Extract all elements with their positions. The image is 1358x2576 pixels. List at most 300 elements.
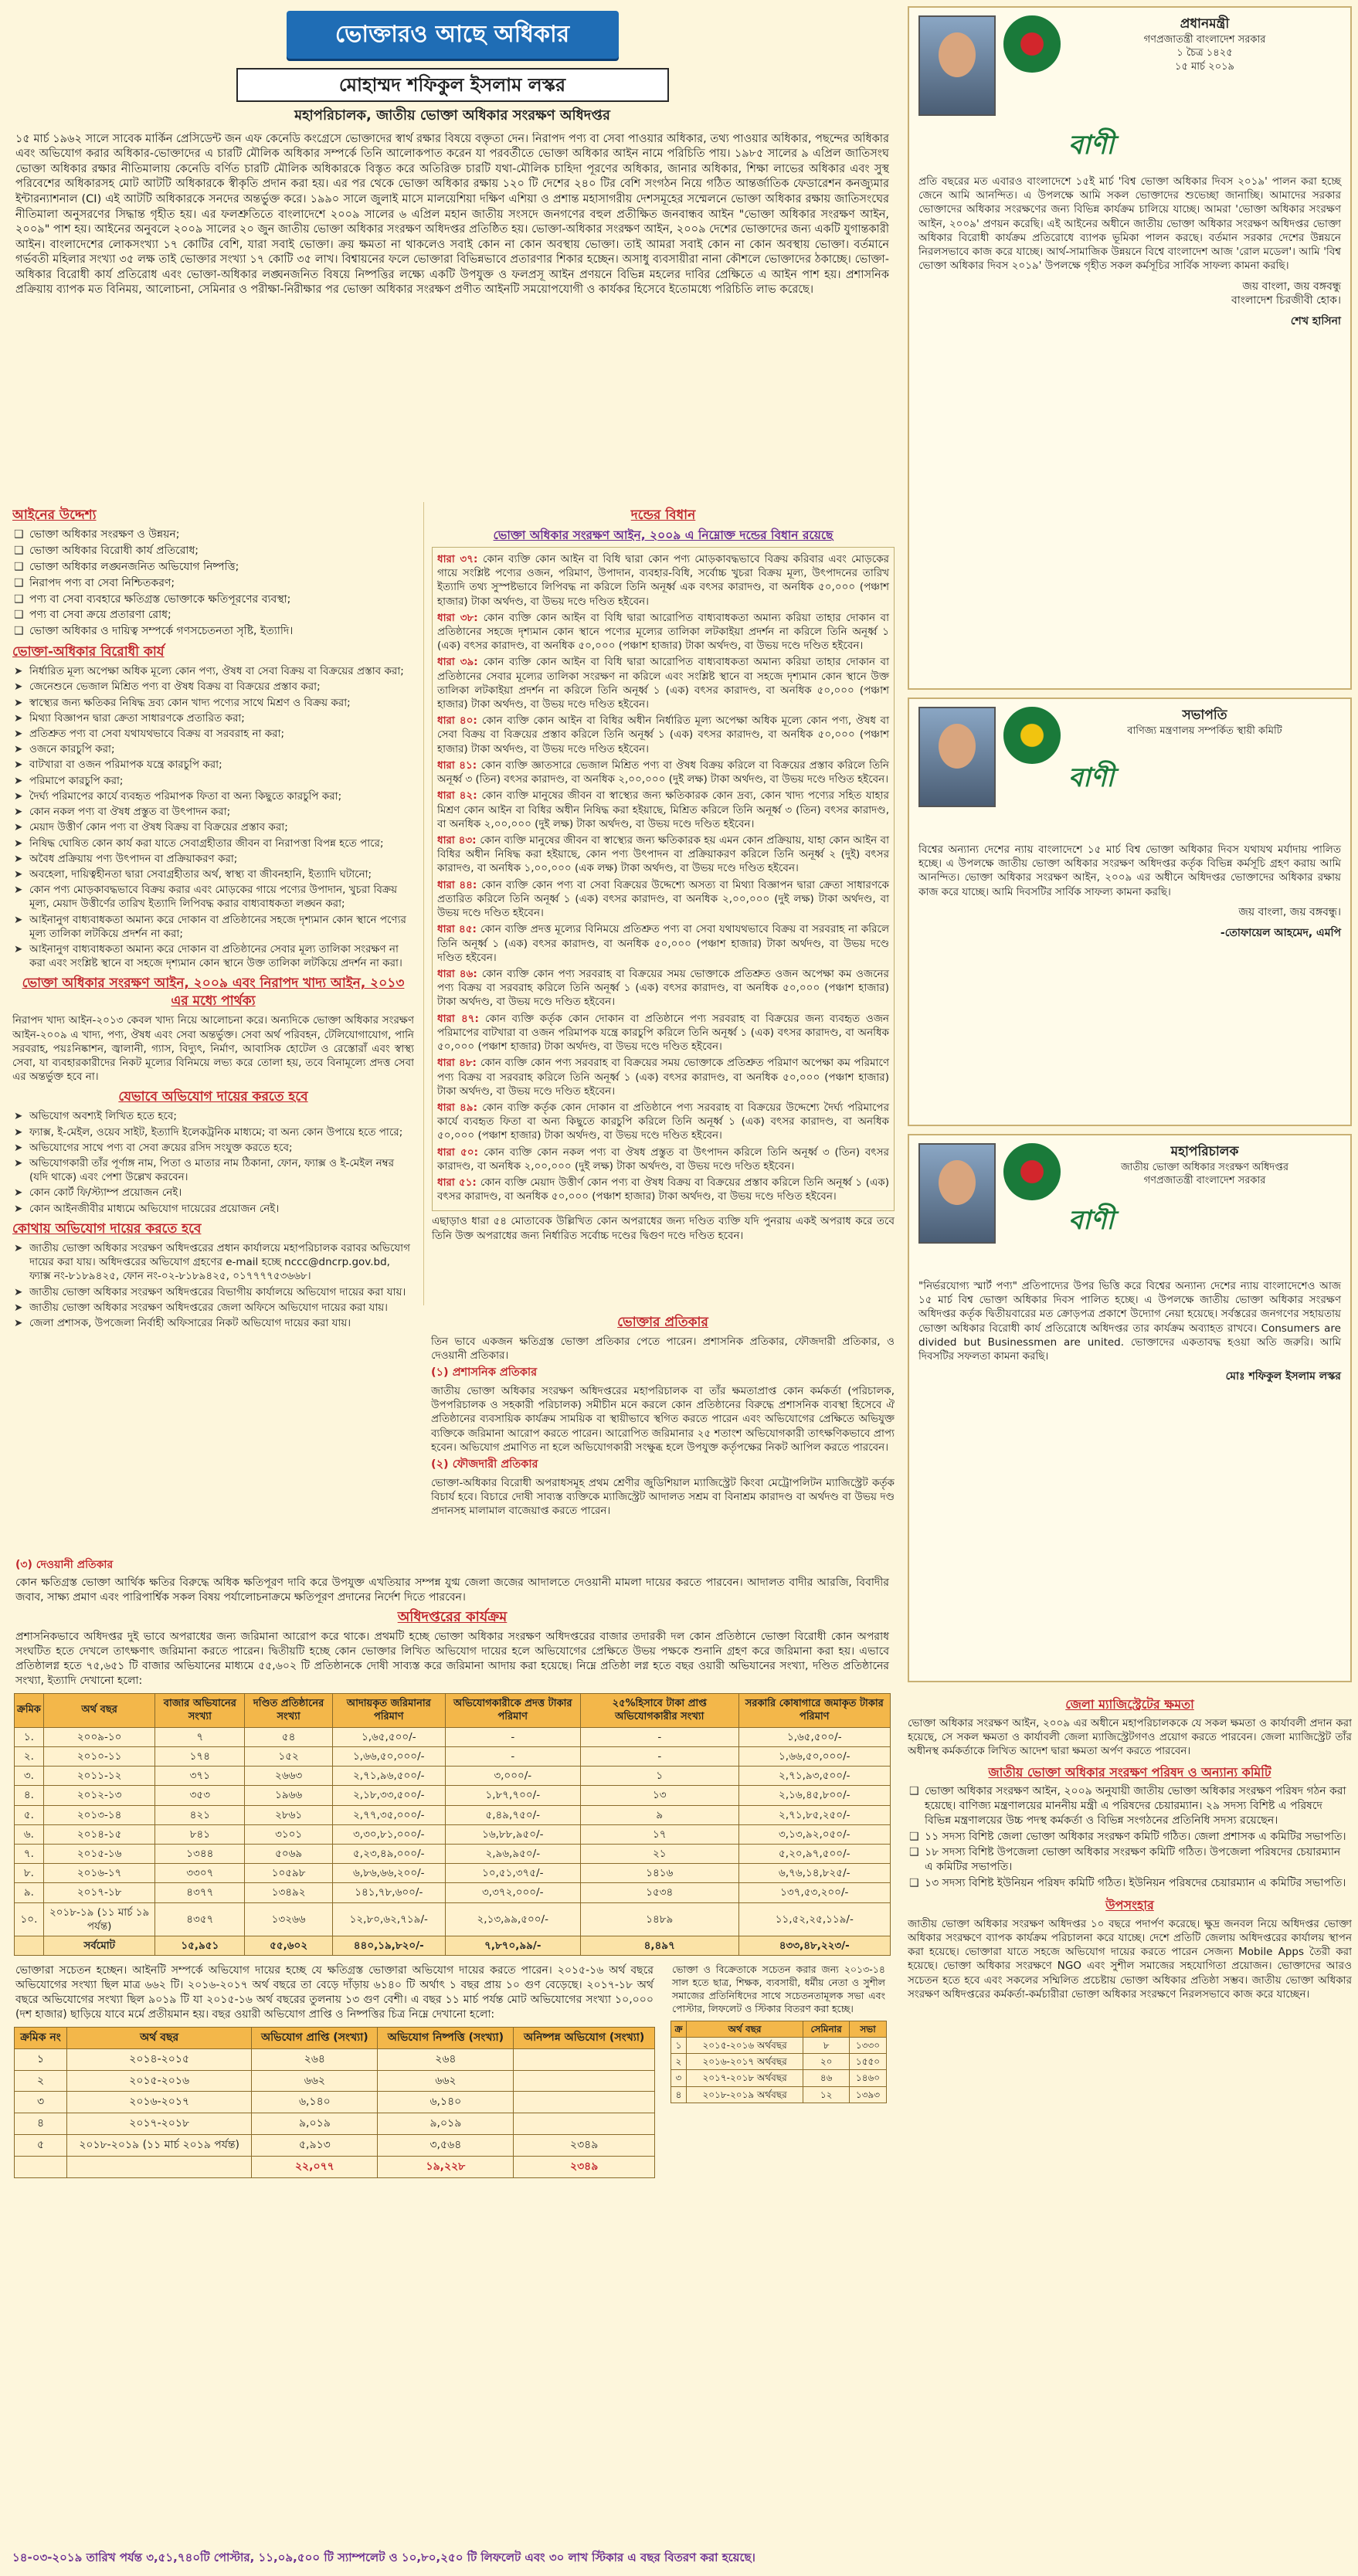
table-cell: ২০১০-১১ (43, 1746, 155, 1766)
minister-body: বিশ্বের অন্যান্য দেশের ন্যায় বাংলাদেশে ১৫ মার্চ বিশ্ব ভোক্তা অধিকার দিবস যথাযথ মর্যাদায় পালিত হচ্ছে। এ উপলক্ষে জাতীয় ভোক্তা অধিকার সংরক্ষণ অধিদপ্তর কর্তৃক বিভিন্ন কর্মসূচি গ্রহণ করায় আমি আনন্দিত। ভোক্তা অধিকার সংরক্ষণ আইন, ২০০৯ এর অধীনে অধিদপ্তর ভোক্তাদের অধিকার রক্ষায় কাজ করে যাচ্ছে। আমি দিবসটির সার্বিক সাফল্য কামনা করছি। (918, 843, 1341, 898)
penalty-item (437, 655, 889, 711)
table-header-cell: ক্রমিক নং (15, 2027, 67, 2048)
penalty-text: কোন ব্যক্তি মানুষের জীবন বা স্বাস্থ্যের জন্য ক্ষতিকারক কোন দ্রব্য, কোন খাদ্য পণ্যের সহিত যাহার মিশ্রণ কোন আইন বা বিধির অধীন নিষিদ্ধ করা হইয়াছে, মিশ্রিত করিলে তিনি অনূর্ধ্ব ৩ (তিন) বৎসর কারাদণ্ড, বা অনধিক ২,০০,০০০ (দুই লক্ষ) টাকা অর্থদণ্ড, বা উভয় দণ্ডে দণ্ডিত হইবেন। (437, 789, 889, 830)
penalty-text: কোন ব্যক্তি কোন নকল পণ্য বা ঔষধ প্রস্তুত বা উৎপাদন করিলে তিনি অনূর্ধ্ব ৩ (তিন) বৎসর কারাদণ্ড, বা অনধিক ২,০০,০০০ (দুই লক্ষ) টাকা অর্থদণ্ড, বা উভয় দণ্ডে দণ্ডিত হইবেন। (437, 1145, 889, 1173)
penalties-column (423, 502, 895, 1305)
table-cell: ৬৬২ (252, 2070, 378, 2092)
table-cell: ৪৩৫৭ (155, 1902, 245, 1936)
table-cell: ২৩৪৯ (514, 2135, 655, 2157)
penalty-item (437, 552, 889, 609)
penalty-section: ধারা ৫০: (437, 1145, 484, 1159)
dg-office: মহাপরিচালক (1170, 1144, 1239, 1159)
violation-item: ➤ নির্ধারিত মূল্য অপেক্ষা অধিক মূল্যে কোন পণ্য, ঔষধ বা সেবা বিক্রয় বা বিক্রয়ের প্রস্তাব করা; (12, 664, 414, 678)
table-cell: ১৯,২২৮ (378, 2157, 514, 2178)
table-cell: ২০১৩-১৪ (43, 1805, 155, 1824)
complaints-row-total (15, 2157, 655, 2178)
table-cell: ৫. (15, 1805, 44, 1824)
violation-item: ➤ প্রতিশ্রুত পণ্য বা সেবা যথাযথভাবে বিক্রয় বা সরবরাহ না করা; (12, 727, 414, 741)
table-cell (514, 2048, 655, 2070)
penalty-item (437, 714, 889, 756)
penalties-list (432, 547, 895, 1212)
table-cell: ৪৬ (803, 2070, 850, 2086)
table-cell: - (445, 1746, 580, 1766)
table-cell: ১৩৪৯২ (245, 1883, 333, 1902)
objectives-heading: আইনের উদ্দেশ্য (12, 507, 97, 523)
violations-list (12, 664, 414, 970)
penalty-section: ধারা ৩৯: (437, 656, 484, 669)
complaints-row (15, 2113, 655, 2135)
penalty-item (437, 1145, 889, 1173)
penalty-section: ধারা ৩৮: (437, 611, 484, 624)
table-cell: ২৬৪ (378, 2048, 514, 2070)
pm-message (908, 6, 1352, 690)
table-cell: ১৫৩৪ (580, 1883, 738, 1902)
table-cell: - (445, 1727, 580, 1746)
table-cell: ২০১৭-২০১৮ (66, 2113, 251, 2135)
messages-column (908, 6, 1352, 2570)
table-cell: ২,৭১,৮৫,২৫০/- (738, 1805, 890, 1824)
penalty-item (437, 611, 889, 653)
council-heading: জাতীয় ভোক্তা অধিকার সংরক্ষণ পরিষদ ও অন্যান্য কমিটি (988, 1765, 1271, 1780)
pm-office: প্রধানমন্ত্রী (1180, 16, 1230, 32)
penalty-section: ধারা ৪৬: (437, 967, 482, 980)
table-cell: ২,১৮,৩৩,৫০০/- (332, 1786, 445, 1805)
table-cell: ২ (15, 2070, 67, 2092)
pm-date-bangla: ১ চৈত্র ১৪২৫ (1176, 47, 1233, 59)
table-cell: ৯ (580, 1805, 738, 1824)
complaint-how-item: ➤ অভিযোগের সাথে পণ্য বা সেবা ক্রয়ের রসিদ সংযুক্ত করতে হবে; (12, 1141, 414, 1155)
council-list (908, 1784, 1352, 1891)
table-cell: ২০১৬-২০১৭ অর্থবছর (686, 2054, 803, 2070)
table-cell: ৪. (15, 1786, 44, 1805)
activities-text: প্রশাসনিকভাবে অধিদপ্তর দুই ভাবে অপরাধের জন্য জরিমানা আরোপ করে থাকে। প্রথমটি হচ্ছে ভোক্তা অধিকার সংরক্ষণ অধিদপ্তরের বাজার তদারকী দল কোন প্রতিষ্ঠানে ভোক্তা বিরোধী কোন অপরাধ সংঘটিত হতে দেখলে তাৎক্ষণাৎ জরিমানা করতে পারেন। দ্বিতীয়টি হচ্ছে কোন ভোক্তার লিখিত অভিযোগ দায়ের হলে অভিযোগের প্রেক্ষিতে উভয় পক্ষকে শুনানি গ্রহণ করে জরিমানা করা হয়। এভাবে প্রতিষ্ঠালগ্ন হতে ৭৫,৬৫১ টি বাজার অভিযানের মাধ্যমে ৫৫,৬০২ টি প্রতিষ্ঠানকে দোষী সাব্যস্ত করে জরিমানা আদায় করা হয়েছে। নিম্নে প্রতিষ্ঠা লগ্ন হতে বছর ওয়ারী অভিযানের সংখ্যা, দণ্ডিত প্রতিষ্ঠানের সংখ্যা, ইত্যাদি দেখানো হলো: (15, 1630, 889, 1687)
penalty-section: ধারা ৪৫: (437, 923, 480, 936)
table-cell: ২ (671, 2054, 687, 2070)
table-cell: ৩. (15, 1767, 44, 1786)
table-cell: ২০১৬-১৭ (43, 1864, 155, 1883)
table-cell: ১,৬৬,৫০,০০০/- (332, 1746, 445, 1766)
dg-baani: বাণী (1068, 1205, 1115, 1237)
table-cell: ১৫,৯৫১ (155, 1936, 245, 1956)
enforcement-table (14, 1693, 891, 1957)
remedy-intro: তিন ভাবে একজন ক্ষতিগ্রস্ত ভোক্তা প্রতিকার পেতে পারেন। প্রশাসনিক প্রতিকার, ফৌজদারী প্রতিকার, ও দেওয়ানী প্রতিকার। (431, 1335, 895, 1363)
complaint-where-item: ➤ জাতীয় ভোক্তা অধিকার সংরক্ষণ অধিদপ্তরের প্রধান কার্যালয়ে মহাপরিচালক বরাবর অভিযোগ দায়ের করা যায়। অধিদপ্তরের অভিযোগ গ্রহণের e-mail হচ্ছে nccc@dncrp.gov.bd, ফ্যাক্স নং-৮১৮৯৪২৫, ফোন নং-০২-৮১৮৯৪২৫, ০১৭৭৭৭৫৩৬৬৮। (12, 1241, 414, 1284)
left-column (12, 502, 414, 1553)
table-cell: ২০১৭-১৮ (43, 1883, 155, 1902)
table-header-cell: সরকারি কোষাগারে জমাকৃত টাকার পরিমাণ (738, 1693, 890, 1727)
complaints-text: ভোক্তারা সচেতন হচ্ছেন। আইনটি সম্পর্কে অভিযোগ দায়ের হচ্ছে যে ক্ষতিগ্রস্ত ভোক্তারা অভিযোগ দায়ের করতে পারেন। ২০১৫-১৬ অর্থ বছরে অভিযোগের সংখ্যা ছিল মাত্র ৬৬২ টি। ২০১৬-২০১৭ অর্থ বছরে তা বেড়ে দাঁড়ায় ৬১৪০ টি অর্থাৎ ১ বছর প্রায় ১০ গুণ বেড়েছে। ২০১৭-১৮ অর্থ বছরে অভিযোগের সংখ্যা ছিল ৯০১৯ টি যা ২০১৫-১৬ অর্থ বছরের তুলনায় ১৩ গুণ বেশী। এ বছর ১১ মার্চ পর্যন্ত মোট অভিযোগের সংখ্যা ১০,০০০ (দশ হাজার) ছাড়িয়ে যাবে মর্মে প্রতীয়মান হয়। বছর ওয়ারী অভিযোগ প্রাপ্তি ও নিষ্পত্তির চিত্র নিম্নে দেখানো হলো: (15, 1964, 654, 2021)
table-header-cell: অভিযোগ নিষ্পত্তি (সংখ্যা) (378, 2027, 514, 2048)
table-header-cell: অভিযোগ প্রাপ্তি (সংখ্যা) (252, 2027, 378, 2048)
dg-photo (918, 1143, 996, 1244)
table-cell (15, 2157, 67, 2178)
table-header-cell: অর্থ বছর (686, 2021, 803, 2037)
table-cell: ২০১৭-২০১৮ অর্থবছর (686, 2070, 803, 2086)
table-cell: ৩,৩৭২,০০০/- (445, 1883, 580, 1902)
table-cell: ১ (580, 1767, 738, 1786)
table-cell: ১ (15, 2048, 67, 2070)
penalty-section: ধারা ৪৩: (437, 834, 480, 847)
objective-item: ❑ নিরাপদ পণ্য বা সেবা নিশ্চিতকরণ; (12, 576, 414, 591)
table-cell (514, 2113, 655, 2135)
violation-item: ➤ দৈর্ঘ্য পরিমাপের কার্যে ব্যবহৃত পরিমাপক ফিতা বা অন্য কিছুতে কারচুপি করা; (12, 789, 414, 803)
table-cell: ৪৪০,১৯,৮২০/- (332, 1936, 445, 1956)
table-cell: ৫,২৩,৪৯,০০০/- (332, 1844, 445, 1863)
table-cell: ২০০৯-১০ (43, 1727, 155, 1746)
violation-item: ➤ স্বাস্থ্যের জন্য ক্ষতিকর নিষিদ্ধ দ্রব্য কোন খাদ্য পণ্যের সাথে মিশ্রণ ও বিক্রয় করা; (12, 696, 414, 710)
table-cell: ১৯৬৬ (245, 1786, 333, 1805)
table-cell: ৪ (671, 2086, 687, 2103)
minister-message (908, 697, 1352, 1126)
table-cell: ৮৪১ (155, 1824, 245, 1844)
awareness-table (671, 2021, 887, 2103)
intro-paragraph: ১৫ মার্চ ১৯৬২ সালে সাবেক মার্কিন প্রেসিডেন্ট জন এফ কেনেডি কংগ্রেসে ভোক্তাদের স্বার্থ রক্ষার বিষয়ে বক্তৃতা দেন। নিরাপদ পণ্য বা সেবা পাওয়ার অধিকার, তথ্য পাওয়ার অধিকার, পছন্দের অধিকার এবং অভিযোগ করার অধিকার-ভোক্তাদের এ চারটি মৌলিক অধিকার সম্পর্কে তিনি আলোকপাত করেন যা পরবর্তীতে ভোক্তা অধিকার আইন নামে পরিচিতি পায়। ১৯৮৫ সালের ৯ এপ্রিল জাতিসংঘ ভোক্তা অধিকার রক্ষার নীতিমালায় কেনেডি বর্ণিত চারটি মৌলিক অধিকারকে বিস্তৃত করে অতিরিক্ত চারটি যথা-মৌলিক চাহিদা পূরণের অধিকার, জানার অধিকার, শিক্ষা লাভের অধিকার এবং সুস্থ পরিবেশের অধিকারসহ মোট আটটি অধিকারকে স্বীকৃতি প্রদান করা হয়। এর পর থেকে ভোক্তা অধিকার রক্ষায় ১২০ টি দেশের ২৪০ টির বেশি সংগঠন নিয়ে গঠিত আন্তর্জাতিক ফেডারেশন কনজ্যুমার ইন্টারন্যাশনাল (CI) এই আটটি অধিকারকে সনদের অন্তর্ভুক্ত করে। ১৯৯০ সালে জুলাই মাসে মালয়েশিয়া দক্ষিণ এশিয়া ও প্রশান্ত মহাসাগরীয় দেশসমূহের সম্মেলনে ভোক্তা অধিকার রক্ষায় জাতিসংঘের নীতিমালা অনুসরণের সিদ্ধান্ত গৃহীত হয়। এর ফলশ্রুতিতে বাংলাদেশে ২০০৯ সালের ৬ এপ্রিল মহান জাতীয় সংসদে জনগণের বহুল প্রতীক্ষিত জনবান্ধব আইন "ভোক্তা অধিকার সংরক্ষণ আইন, ২০০৯" পাশ হয়। আইনের অনুবলে ২০০৯ সালের ২০ জুন জাতীয় ভোক্তা অধিকার সংরক্ষণ অধিদপ্তর প্রতিষ্ঠিত হয়। ভোক্তা-অধিকার সংরক্ষণ আইন, ২০০৯ দেশের ভোক্তাদের জন্য একটি যুগান্তকারী আইন। বাংলাদেশের লোকসংখ্যা ১৭ কোটির বেশি, যারা সবাই ভোক্তা। ক্রয় ক্ষমতা না থাকলেও সবাই কোন না কোন অবস্থায় ভোক্তা। তাই আমরা সবাই কোন না কোন অবস্থায় ভোক্তা। বর্তমানে গর্ভবতী মহিলার সংখ্যা ৩৫ লক্ষ তাই ভোক্তার সংখ্যা ১৭ কোটি ৩৫ লাখ। বিশ্বায়নের ফলে ভোক্তারা বিভিন্নভাবে প্রতারণার শিকার হচ্ছেন। অসাধু ব্যবসায়ীরা নানা কৌশলে ভোক্তাদের ঠকাচ্ছে। ভোক্তা-অধিকার বিরোধী কার্য প্রতিরোধ এবং ভোক্তা-অধিকার লঙ্ঘনজনিত বিষয়ে নিষ্পত্তির লক্ষ্যে একটি উপযুক্ত ও ফলপ্রসূ আইন প্রণয়নে বিভিন্ন মহলের দাবির প্রেক্ষিতে এ আইন পাশ হয়। প্রশাসনিক প্রক্রিয়ায় ব্যাপক মত বিনিময়, আলোচনা, সেমিনার ও পরীক্ষা-নিরীক্ষার পর ভোক্তা অধিকার সংরক্ষণ প্রণীত আইনটি সময়োপযোগী ও কার্যকর হিসেবে ইতোমধ্যে পরিচিতি লাভ করেছে। (15, 132, 889, 297)
table-cell: ২,৭১,৯৩,৫০০/- (738, 1767, 890, 1786)
penalty-text: কোন ব্যক্তি কোন আইন বা বিধি দ্বারা আরোপিত বাধ্যবাধকতা অমান্য করিয়া তাহার দোকান বা প্রতিষ্ঠানের সেবার মূল্যের তালিকা সংরক্ষণ না করিলে এবং সংশ্লিষ্ট স্থানে বা সহজে দৃশ্যমান কোন স্থানে উক্ত তালিকা লটকাইয়া প্রদর্শন না করিলে তিনি অনূর্ধ্ব ১ (এক) বৎসর কারাদণ্ড, বা অনধিক ৫০,০০০ (পঞ্চাশ হাজার) টাকা অর্থদণ্ড, বা উভয় দণ্ডে দণ্ডিত হইবেন। (437, 656, 889, 711)
table-cell: ১৩২৬৬ (245, 1902, 333, 1936)
complaint-where-item: ➤ জাতীয় ভোক্তা অধিকার সংরক্ষণ অধিদপ্তরের বিভাগীয় কার্যালয়ে অভিযোগ দায়ের করা যায়। (12, 1285, 414, 1299)
table-cell: ৬,৮৬,৬৬,২০০/- (332, 1864, 445, 1883)
penalty-item (437, 1012, 889, 1054)
penalty-text: কোন ব্যক্তি কোন পণ্য সরবরাহ বা বিক্রয়ের সময় ভোক্তাকে প্রতিশ্রুত ওজন অপেক্ষা কম ওজনের পণ্য বিক্রয় বা সরবরাহ করিলে তিনি অনূর্ধ্ব ১ (এক) বৎসর কারাদণ্ড, বা অনধিক ৫০,০০০ (পঞ্চাশ হাজার) টাকা অর্থদণ্ড, বা উভয় দণ্ডে দণ্ডিত হইবেন। (437, 967, 889, 1009)
table-cell: ৫৪ (245, 1727, 333, 1746)
table-cell: ১৩৭,৫৩,২০০/- (738, 1883, 890, 1902)
complaint-how-list (12, 1109, 414, 1216)
dg-gov: গণপ্রজাতন্ত্রী বাংলাদেশ সরকার (1143, 1175, 1266, 1187)
complaint-how-item: ➤ অভিযোগ অবশ্যই লিখিত হতে হবে; (12, 1109, 414, 1123)
penalties-heading: দন্ডের বিধান (630, 507, 696, 523)
table-cell: ১৩৯৩ (850, 2086, 887, 2103)
complaint-how-item: ➤ ফ্যাক্স, ই-মেইল, ওয়েব সাইট, ইত্যাদি ইলেকট্রনিক মাধ্যমে; বা অন্য কোন উপায়ে হতে পারে; (12, 1125, 414, 1139)
table-cell: ২,১৩,৯৯,৫০০/- (445, 1902, 580, 1936)
enforcement-row (15, 1864, 891, 1883)
penalty-text: কোন ব্যক্তি কোন পণ্য সরবরাহ বা বিক্রয়ের সময় ভোক্তাকে প্রতিশ্রুত পরিমাণ অপেক্ষা কম পরিমাণে পণ্য বিক্রয় বা সরবরাহ করিলে তিনি অনূর্ধ্ব ১ (এক) বৎসর কারাদণ্ড, বা অনধিক ৫০,০০০ (পঞ্চাশ হাজার) টাকা অর্থদণ্ড, বা উভয় দণ্ডে দণ্ডিত হইবেন। (437, 1057, 890, 1098)
table-cell: ১২ (803, 2086, 850, 2103)
table-header-cell: অনিষ্পন্ন অভিযোগ (সংখ্যা) (514, 2027, 655, 2048)
table-cell: ৫,২০,৯৭,৫০০/- (738, 1844, 890, 1863)
table-cell: ২০১৫-১৬ (43, 1844, 155, 1863)
complaint-where-list (12, 1241, 414, 1330)
penalty-text: কোন ব্যক্তি কোন আইন বা বিধি দ্বারা আরোপিত বাধ্যবাধকতা অমান্য করিয়া তাহার দোকান বা প্রতিষ্ঠানের সহজে দৃশ্যমান কোন স্থানে পণ্যের মূল্যের তালিকা লটকাইয়া প্রদর্শন না করিলে তিনি অনূর্ধ্ব ১ (এক) বৎসর কারাদণ্ড, বা অনধিক ৫০,০০০ (পঞ্চাশ হাজার) টাকা অর্থদণ্ড, বা উভয় দণ্ডে দণ্ডিত হইবেন। (437, 611, 889, 653)
table-cell: ২০১৮-২০১৯ অর্থবছর (686, 2086, 803, 2103)
violation-item: ➤ অবৈধ প্রক্রিয়ায় পণ্য উৎপাদন বা প্রক্রিয়াকরণ করা; (12, 852, 414, 866)
food-law-heading: ভোক্তা অধিকার সংরক্ষণ আইন, ২০০৯ এবং নিরাপদ খাদ্য আইন, ২০১৩ এর মধ্যে পার্থক্য (22, 976, 405, 1010)
enforcement-table-header (15, 1693, 891, 1727)
pm-photo (918, 15, 996, 116)
penalty-text: কোন ব্যক্তি কোন আইন বা বিধির অধীন নির্ধারিত মূল্য অপেক্ষা অধিক মূল্যে কোন পণ্য, ঔষধ বা সেবা বিক্রয় বা বিক্রয়ের প্রস্তাব করিলে তিনি অনূর্ধ্ব ১ (এক) বৎসর কারাদণ্ড, বা অনধিক ৫০,০০০ (পঞ্চাশ হাজার) টাকা অর্থদণ্ড, বা উভয় দণ্ডে দণ্ডিত হইবেন। (437, 714, 889, 755)
violation-item: ➤ বাটখারা বা ওজন পরিমাপক যন্ত্রে কারচুপি করা; (12, 758, 414, 772)
table-cell: ৫ (15, 2135, 67, 2157)
remedy-heading: ভোক্তার প্রতিকার (617, 1315, 708, 1330)
table-cell: ২১ (580, 1844, 738, 1863)
headline-banner: ভোক্তারও আছে অধিকার (287, 11, 619, 59)
enforcement-row (15, 1805, 891, 1824)
author-name: মোহাম্মদ শফিকুল ইসলাম লস্কর (236, 68, 669, 102)
awareness-table-header (671, 2021, 887, 2037)
complaint-how-heading: যেভাবে অভিযোগ দায়ের করতে হবে (118, 1089, 308, 1105)
violation-item: ➤ নিষিদ্ধ ঘোষিত কোন কার্য করা যাতে সেবাগ্রহীতার জীবন বা নিরাপত্তা বিপন্ন হতে পারে; (12, 837, 414, 850)
table-cell: ৩,০০০/- (445, 1767, 580, 1786)
right-articles (908, 1690, 1352, 2563)
enforcement-row (15, 1844, 891, 1863)
table-cell: ১৫২ (245, 1746, 333, 1766)
table-cell: ৭ (155, 1727, 245, 1746)
awareness-row (671, 2070, 887, 2086)
minister-office: সভাপতি (1182, 708, 1227, 723)
penalty-section: ধারা ৩৭: (437, 552, 483, 565)
table-cell: ১৭ (580, 1824, 738, 1844)
table-cell: ১৩৩০ (850, 2037, 887, 2053)
magistracy-heading: জেলা ম্যাজিস্ট্রেটের ক্ষমতা (1065, 1697, 1194, 1712)
food-law-text: নিরাপদ খাদ্য আইন-২০১৩ কেবল খাদ্য নিয়ে আলোচনা করে। অন্যদিকে ভোক্তা অধিকার সংরক্ষণ আইন-২০০৯ এ খাদ্য, পণ্য, ঔষধ এবং সেবা অন্তর্ভুক্ত। সেবা অর্থ পরিবহন, টেলিযোগাযোগ, পানি সরবরাহ, পয়ঃনিষ্কাশন, জ্বালানী, গ্যাস, বিদ্যুৎ, নির্মাণ, আবাসিক হোটেল ও রেস্তোরাঁ এবং স্বাস্থ্য সেবা, যা ব্যবহারকারীদের নিকট মূল্যের বিনিময়ে লভ্য করে তোলা হয়, তবে বিনামূল্যে প্রদত্ত সেবা এর অন্তর্ভুক্ত হবে না। (12, 1014, 414, 1084)
dg-message (908, 1134, 1352, 1682)
table-cell: ১৫৫০ (850, 2054, 887, 2070)
table-cell: ৫০৬৯ (245, 1844, 333, 1863)
table-cell: ৩,৫৬৪ (378, 2135, 514, 2157)
remedy-criminal-text: ভোক্তা-অধিকার বিরোধী অপরাধসমূহ প্রথম শ্রেণীর জুডিশিয়াল ম্যাজিস্ট্রেট কিংবা মেট্রোপলিটন ম্যাজিস্ট্রেট কর্তৃক বিচার্য হবে। বিচারে দোষী সাব্যস্ত ব্যক্তিকে ম্যাজিস্ট্রেট আদালত সশ্রম বা বিনাশ্রম কারাদণ্ড বা অর্থদণ্ড বা উভয় দণ্ড প্রদানসহ মালামাল বাজেয়াপ্ত করতে পারেন। (431, 1476, 895, 1518)
penalty-item (437, 759, 889, 786)
table-cell: ৯. (15, 1883, 44, 1902)
table-cell: ১,৮৭,৭০০/- (445, 1786, 580, 1805)
table-cell: ২০১৫-২০১৬ (66, 2070, 251, 2092)
pm-gov: গণপ্রজাতন্ত্রী বাংলাদেশ সরকার (1143, 33, 1266, 46)
council-item: ❑ ভোক্তা অধিকার সংরক্ষণ আইন, ২০০৯ অনুযায়ী জাতীয় ভোক্তা অধিকার সংরক্ষণ পরিষদ গঠন করা হয়েছে। বাণিজ্য মন্ত্রণালয়ের মাননীয় মন্ত্রী এ পরিষদের চেয়ারম্যান। ২৯ সদস্য বিশিষ্ট এ পরিষদে বিভিন্ন মন্ত্রণালয়ের উচ্চ পদস্থ কর্মকর্তা ও বিভিন্ন সংগঠনের প্রতিনিধি সদস্য রয়েছেন। (908, 1784, 1352, 1828)
table-header-cell: অভিযোগকারীকে প্রদত্ত টাকার পরিমাণ (445, 1693, 580, 1727)
table-cell: ২,১৬,৪৫,৮০০/- (738, 1786, 890, 1805)
remedy-section (423, 1309, 895, 1556)
table-cell: ৬. (15, 1824, 44, 1844)
dg-signature: মোঃ শফিকুল ইসলাম লস্কর (1225, 1370, 1341, 1383)
complaint-where-item: ➤ জাতীয় ভোক্তা অধিকার সংরক্ষণ অধিদপ্তরের জেলা অফিসে অভিযোগ দায়ের করা যায়। (12, 1301, 414, 1315)
complaint-where-heading: কোথায় অভিযোগ দায়ের করতে হবে (12, 1220, 202, 1237)
table-cell: ৬৬২ (378, 2070, 514, 2092)
objective-item: ❑ ভোক্তা অধিকার সংরক্ষণ ও উন্নয়ন; (12, 528, 414, 542)
activities-heading: অধিদপ্তরের কার্যক্রম (397, 1608, 508, 1625)
table-header-cell: ক্র (671, 2021, 687, 2037)
penalty-text: কোন ব্যক্তি কোন পণ্য বা সেবা বিক্রয়ের উদ্দেশ্যে অসত্য বা মিথ্যা বিজ্ঞাপন দ্বারা ক্রেতা সাধারণকে প্রতারিত করিলে তিনি অনূর্ধ্ব ১ (এক) বৎসর কারাদণ্ড, বা অনধিক ২,০০,০০০ (দুই লক্ষ) টাকা অর্থদণ্ড, বা উভয় দণ্ডে দণ্ডিত হইবেন। (437, 878, 890, 920)
table-cell: - (580, 1727, 738, 1746)
table-header-cell: অর্থ বছর (43, 1693, 155, 1727)
penalty-section: ধারা ৪৮: (437, 1057, 481, 1070)
penalty-item (437, 833, 889, 876)
penalty-item (437, 789, 889, 831)
penalty-item (437, 1056, 889, 1098)
table-cell (514, 2092, 655, 2113)
penalty-section: ধারা ৪০: (437, 714, 482, 728)
table-cell: ২০১৫-২০১৬ অর্থবছর (686, 2037, 803, 2053)
table-cell: ১৪১৬ (580, 1864, 738, 1883)
penalties-repeat: এছাড়াও ধারা ৫৪ মোতাবেক উল্লিখিত কোন অপরাধের জন্য দণ্ডিত ব্যক্তি যদি পুনরায় একই অপরাধ করে তবে তিনি উক্ত অপরাধের জন্য নির্ধারিত সর্বোচ্চ দণ্ডের দ্বিগুণ দণ্ডে দণ্ডিত হবেন। (432, 1215, 895, 1242)
government-emblem-icon (1003, 15, 1061, 73)
minister-signature: -তোফায়েল আহমেদ, এমপি (1220, 926, 1341, 939)
enforcement-row (15, 1786, 891, 1805)
author-title: মহাপরিচালক, জাতীয় ভোক্তা অধিকার সংরক্ষণ অধিদপ্তর (294, 107, 610, 124)
table-cell: ৯,০১৯ (378, 2113, 514, 2135)
remedy-civil-text: কোন ক্ষতিগ্রস্ত ভোক্তা আর্থিক ক্ষতির বিরুদ্ধে অধিক ক্ষতিপূরণ দাবি করে উপযুক্ত এখতিয়ার সম্পন্ন যুগ্ম জেলা জজের আদালতে দেওয়ানী মামলা দায়ের করতে পারবেন। আদালত বাদীর আরজি, বিবাদীর জবাব, সাক্ষ্য প্রমাণ এবং পারিপার্শ্বিক সকল বিষয় পর্যালোচনাক্রমে ক্ষতিপূরণ প্রদানের নির্দেশ দিতে পারবেন। (15, 1576, 889, 1604)
violation-item: ➤ অবহেলা, দায়িত্বহীনতা দ্বারা সেবাগ্রহীতার অর্থ, স্বাস্থ্য বা জীবনহানি, ইত্যাদি ঘটানো; (12, 867, 414, 881)
penalties-subheading: ভোক্তা অধিকার সংরক্ষণ আইন, ২০০৯ এ নিম্নোক্ত দন্ডের বিধান রয়েছে (493, 528, 833, 542)
penalty-text: কোন ব্যক্তি কর্তৃক কোন দোকান বা প্রতিষ্ঠানে পণ্য সরবরাহ বা বিক্রয়ের জন্য ব্যবহৃত ওজন পরিমাপের বাটখারা বা ওজন পরিমাপক যন্ত্রে কারচুপি করিলে তিনি অনূর্ধ্ব ১ (এক) বৎসর কারাদণ্ড, বা অনধিক ৫০,০০০ (পঞ্চাশ হাজার) টাকা অর্থদণ্ড, বা উভয় দণ্ডে দণ্ডিত হইবেন। (437, 1012, 889, 1054)
table-cell: ১০,৫১,৩৭৫/- (445, 1864, 580, 1883)
complaints-row (15, 2135, 655, 2157)
violation-item: ➤ কোন পণ্য মোড়কাবদ্ধভাবে বিক্রয় করার এবং মোড়কের গায়ে পণ্যের উপাদান, খুচরা বিক্রয় মূল্য, মেয়াদ উত্তীর্ণের তারিখ ইত্যাদি লিপিবদ্ধ করার বাধ্যবাধকতা লঙ্ঘন করা; (12, 883, 414, 911)
table-cell: ৭. (15, 1844, 44, 1863)
enforcement-row (15, 1883, 891, 1902)
awareness-row (671, 2037, 887, 2053)
objective-item: ❑ পণ্য বা সেবা ক্রয়ে প্রতারণা রোধ; (12, 608, 414, 623)
enforcement-row-total (15, 1936, 891, 1956)
table-cell (66, 2157, 251, 2178)
table-cell (15, 1936, 44, 1956)
table-header-cell: অর্থ বছর (66, 2027, 251, 2048)
table-cell: ২৩৪৯ (514, 2157, 655, 2178)
penalty-text: কোন ব্যক্তি জ্ঞাতসারে ভেজাল মিশ্রিত পণ্য বা ঔষধ বিক্রয় করিলে বা বিক্রয়ের প্রস্তাব করিলে তিনি অনূর্ধ্ব ৩ (তিন) বৎসর কারাদণ্ড, বা অনধিক ২,০০,০০০ (দুই লক্ষ) টাকা অর্থদণ্ড, বা উভয় দণ্ডে দণ্ডিত হইবেন। (437, 759, 889, 786)
table-cell: ৭,৮৭০,৯৯/- (445, 1936, 580, 1956)
dg-org: জাতীয় ভোক্তা অধিকার সংরক্ষণ অধিদপ্তর (1120, 1161, 1289, 1173)
complaints-table (14, 2027, 655, 2178)
table-cell: ৪২১ (155, 1805, 245, 1824)
table-cell: ১২,৮০,৬২,৭১৯/- (332, 1902, 445, 1936)
penalty-item (437, 1101, 889, 1143)
table-cell: ২০১১-১২ (43, 1767, 155, 1786)
minister-baani: বাণী (1068, 762, 1115, 794)
table-cell: ৪৩৩,৪৮,২২৩/- (738, 1936, 890, 1956)
table-cell: ১৪৮৯ (580, 1902, 738, 1936)
penalty-section: ধারা ৪১: (437, 759, 481, 772)
table-cell: ৯,০১৯ (252, 2113, 378, 2135)
table-cell: ২,৯৬,৯৫০/- (445, 1844, 580, 1863)
penalty-item (437, 1176, 889, 1203)
violation-item: ➤ কোন নকল পণ্য বা ঔষধ প্রস্তুত বা উৎপাদন করা; (12, 805, 414, 819)
violation-item: ➤ মিথ্যা বিজ্ঞাপন দ্বারা ক্রেতা সাধারণকে প্রতারিত করা; (12, 711, 414, 725)
council-item: ❑ ১৮ সদস্য বিশিষ্ট উপজেলা ভোক্তা অধিকার সংরক্ষণ কমিটি গঠিত। উপজেলা পরিষদের চেয়ারম্যান এ কমিটির সভাপতি। (908, 1845, 1352, 1875)
penalty-text: কোন ব্যক্তি প্রদত্ত মূল্যের বিনিময়ে প্রতিশ্রুত পণ্য বা সেবা যথাযথভাবে বিক্রয় বা সরবরাহ না করিলে তিনি অনূর্ধ্ব ১ (এক) বৎসর কারাদণ্ড, বা অনধিক ৫০,০০০ (পঞ্চাশ হাজার) টাকা অর্থদণ্ড, বা উভয় দণ্ডে দণ্ডিত হইবেন। (437, 923, 890, 964)
conclusion-heading: উপসংহার (1105, 1898, 1154, 1913)
violation-item: ➤ মেয়াদ উত্তীর্ণ কোন পণ্য বা ঔষধ বিক্রয় বা বিক্রয়ের প্রস্তাব করা; (12, 820, 414, 834)
complaint-where-item: ➤ জেলা প্রশাসক, উপজেলা নির্বাহী অফিসারের নিকট অভিযোগ দায়ের করা যায়। (12, 1316, 414, 1330)
penalty-item (437, 922, 889, 965)
table-cell: ১,৬৫,৫০০/- (332, 1727, 445, 1746)
distribution-footer: ১৪-০৩-২০১৯ তারিখ পর্যন্ত ৩,৫১,৭৪০টি পোস্টার, ১১,০৯,৫০০ টি স্যাম্পলেট ও ১০,৮০,২৫০ টি লিফলেট এবং ৩০ লাখ স্টিকার এ বছর বিতরণ করা হয়েছে। (12, 2550, 755, 2564)
remedy-admin-text: জাতীয় ভোক্তা অধিকার সংরক্ষণ অধিদপ্তরের মহাপরিচালক বা তাঁর ক্ষমতাপ্রাপ্ত কোন কর্মকর্তা (পরিচালক, উপপরিচালক ও সহকারী পরিচালক) সমীচীন মনে করলে কোন প্রতিষ্ঠানের বিরুদ্ধে প্রশাসনিক ব্যবস্থা হিসেবে ঐ প্রতিষ্ঠানের ব্যবসায়িক কার্যক্রম সাময়িক বা স্থায়ীভাবে স্থগিত করতে পারেন এবং অভিযোগের প্রেক্ষিতে অভিযুক্ত ব্যক্তিকে জরিমানা আরোপ করতে পারেন। আরোপিত জরিমানার ২৫ শতাংশ অভিযোগকারী তাৎক্ষণিকভাবে প্রাপ্য হবেন। অভিযোগ প্রমাণিত না হলে অভিযোগকারী সংক্ষুব্ধ হলে উপযুক্ত কর্তৃপক্ষের নিকট আপিল করতে পারবেন। (431, 1384, 895, 1454)
objective-item: ❑ ভোক্তা অধিকার বিরোধী কার্য প্রতিরোধ; (12, 544, 414, 558)
table-header-cell: ২৫%হিসাবে টাকা প্রাপ্ত অভিযোগকারীর সংখ্যা (580, 1693, 738, 1727)
table-cell: ১৪১,৭৮,৬০০/- (332, 1883, 445, 1902)
table-cell: ২০১৮-১৯ (১১ মার্চ ১৯ পর্যন্ত) (43, 1902, 155, 1936)
table-cell: ১ (671, 2037, 687, 2053)
violation-item: ➤ ওজনে কারচুপি করা; (12, 742, 414, 756)
complaints-row (15, 2092, 655, 2113)
complaint-how-item: ➤ কোন আইনজীবীর মাধ্যমে অভিযোগ দায়েরের প্রয়োজন নেই। (12, 1202, 414, 1216)
enforcement-row (15, 1824, 891, 1844)
table-cell: ৮. (15, 1864, 44, 1883)
penalty-text: কোন ব্যক্তি কোন আইন বা বিধি দ্বারা কোন পণ্য মোড়কাবদ্ধভাবে বিক্রয় করিবার এবং মোড়কের গায়ে সংশ্লিষ্ট পণ্যের ওজন, পরিমাণ, উপাদান, ব্যবহার-বিধি, সর্বোচ্চ খুচরা বিক্রয় মূল্য, উৎপাদনের তারিখ ইত্যাদি তথ্য সুস্পষ্টভাবে লিপিবদ্ধ না করিলে তিনি অনূর্ধ্ব এক বৎসর কারাদণ্ড, বা অনধিক ৫০,০০০ (পঞ্চাশ হাজার) টাকা অর্থদণ্ড, বা উভয় দণ্ডে দণ্ডিত হইবেন। (437, 552, 889, 608)
dg-body: "নির্ভরযোগ্য স্মার্ট পণ্য" প্রতিপাদ্যের উপর ভিত্তি করে বিশ্বের অন্যান্য দেশের ন্যায় বাংলাদেশেও আজ ১৫ মার্চ বিশ্ব ভোক্তা অধিকার দিবস পালিত হচ্ছে। এ উপলক্ষে জাতীয় ভোক্তা অধিকার সংরক্ষণ অধিদপ্তর কর্তৃক দ্বিতীয়বারের মত ক্রোড়পত্র প্রকাশে উদ্যোগ নেয়া হয়েছে। সর্বস্তরের জনগণের সহায়তায় ভোক্তা অধিকার বিরোধী কার্য প্রতিরোধে অধিদপ্তর তার কার্যক্রম অব্যাহত রাখবে। Consumers are divided but Businessmen are united. ভোক্তাদের একতাবদ্ধ হওয়া অতি জরুরি। আমি দিবসটির সফলতা কামনা করছি। (918, 1280, 1341, 1363)
penalty-section: ধারা ৫১: (437, 1176, 480, 1190)
violation-item: ➤ আইনানুগ বাধ্যবাধকতা অমান্য করে দোকান বা প্রতিষ্ঠানের সেবার মূল্য তালিকা সংরক্ষণ না করা এবং সংশ্লিষ্ট স্থানে বা সহজে দৃশ্যমান কোন স্থানে উক্ত তালিকা লটকিয়ে প্রদর্শন না করা। (12, 942, 414, 970)
awareness-text: ভোক্তা ও বিক্রেতাকে সচেতন করার জন্য ২০১৩-১৪ সাল হতে ছাত্র, শিক্ষক, ব্যবসায়ী, ধর্মীয় নেতা ও সুশীল সমাজের প্রতিনিধিদের সাথে সচেতনতামূলক সভা এবং পোস্টার, লিফলেট ও স্টিকার বিতরণ করা হচ্ছে। (672, 1963, 885, 2014)
table-cell: ২৬৬৩ (245, 1767, 333, 1786)
table-cell: ৩ (15, 2092, 67, 2113)
complaint-how-item: ➤ কোন কোর্ট ফি/স্ট্যাম্প প্রয়োজন নেই। (12, 1186, 414, 1200)
penalty-section: ধারা ৪৪: (437, 878, 481, 891)
parliament-emblem-icon (1003, 707, 1061, 764)
table-cell: ৩৫৩ (155, 1786, 245, 1805)
table-cell: ১. (15, 1727, 44, 1746)
council-item: ❑ ১৩ সদস্য বিশিষ্ট ইউনিয়ন পরিষদ কমিটি গঠিত। ইউনিয়ন পরিষদের চেয়ারম্যান এ কমিটির সভাপতি। (908, 1876, 1352, 1891)
dncrp-emblem-icon (1003, 1143, 1061, 1200)
enforcement-row (15, 1727, 891, 1746)
violation-item: ➤ আইনানুগ বাধ্যবাধকতা অমান্য করে দোকান বা প্রতিষ্ঠানের সহজে দৃশ্যমান কোন স্থানে পণ্যের মূল্য তালিকা লটকিয়ে প্রদর্শন না করা; (12, 913, 414, 941)
table-cell: ৩৩০৭ (155, 1864, 245, 1883)
awareness-row (671, 2054, 887, 2070)
table-cell: ৮ (803, 2037, 850, 2053)
objective-item: ❑ ভোক্তা অধিকার লঙ্ঘনজনিত অভিযোগ নিষ্পত্তি; (12, 560, 414, 575)
table-cell: ২০১৪-২০১৫ (66, 2048, 251, 2070)
table-cell: ৩৭১ (155, 1767, 245, 1786)
remedy-criminal-heading: (২) ফৌজদারী প্রতিকার (431, 1458, 538, 1471)
table-cell: ১৪৬০ (850, 2070, 887, 2086)
table-cell: সর্বমোট (43, 1936, 155, 1956)
conclusion-text: জাতীয় ভোক্তা অধিকার সংরক্ষণ অধিদপ্তর ১০ বছরে পদার্পণ করেছে। ক্ষুদ্র জনবল নিয়ে অধিদপ্তর ভোক্তা অধিকার সংরক্ষণে ব্যাপক কার্যক্রম পরিচালনা করে যাচ্ছে। দেশে প্রতিটি জেলায় অধিদপ্তরের কার্যালয় স্থাপন করা হয়েছে। ভোক্তারা যাতে সহজে অভিযোগ দায়ের করতে পারেন সেজন্য Mobile Apps তৈরী করা হয়েছে। ভোক্তা অধিকার সংরক্ষণে NGO এবং সুশীল সমাজের সহযোগিতা প্রয়োজন। ভোক্তাদের আরও সচেতন হতে হবে এবং সকলের সম্মিলিত প্রচেষ্টায় ভোক্তা অধিকার প্রতিষ্ঠা সম্ভব। জাতীয় ভোক্তা অধিকার সংরক্ষণ অধিদপ্তরের কর্মকর্তা-কর্মচারীরা ভোক্তা অধিকার সংরক্ষণে নিরলসভাবে কাজ করে যাচ্ছেন। (908, 1917, 1352, 2001)
complaint-how-item: ➤ অভিযোগকারী তাঁর পূর্ণাঙ্গ নাম, পিতা ও মাতার নাম ঠিকানা, ফোন, ফ্যাক্স ও ই-মেইল নম্বর (যদি থাকে) এবং পেশা উল্লেখ করবেন। (12, 1156, 414, 1184)
table-cell: ২,৭১,৯৬,৫০০/- (332, 1767, 445, 1786)
pm-date: ১৫ মার্চ ২০১৯ (1175, 61, 1234, 73)
table-cell: ৬,১৪০ (252, 2092, 378, 2113)
table-header-cell: বাজার অভিযানের সংখ্যা (155, 1693, 245, 1727)
penalty-text: কোন ব্যক্তি মানুষের জীবন বা স্বাস্থ্যের জন্য ক্ষতিকারক হয় এমন কোন প্রক্রিয়ায়, যাহা কোন আইন বা বিধির অধীন নিষিদ্ধ করা হইয়াছে, কোন পণ্য উৎপাদন বা প্রক্রিয়াকরণ করিলে তিনি অনূর্ধ্ব ২ (দুই) বৎসর কারাদণ্ড, বা অনধিক ১,০০,০০০ (এক লক্ষ) টাকা অর্থদণ্ড, বা উভয় দণ্ডে দণ্ডিত হইবেন। (437, 834, 889, 875)
complaints-row (15, 2048, 655, 2070)
enforcement-row (15, 1902, 891, 1936)
table-header-cell: আদায়কৃত জরিমানার পরিমাণ (332, 1693, 445, 1727)
violations-heading: ভোক্তা-অধিকার বিরোধী কার্য (12, 644, 165, 660)
table-cell: ২০১৪-১৫ (43, 1824, 155, 1844)
objectives-list (12, 528, 414, 639)
table-cell: ২০ (803, 2054, 850, 2070)
remedy-civil-heading: (৩) দেওয়ানী প্রতিকার (15, 1559, 114, 1571)
table-cell: ৪,৪৯৭ (580, 1936, 738, 1956)
table-cell: ১১,৫২,২৫,১১৯/- (738, 1902, 890, 1936)
table-cell: ২৮৬১ (245, 1805, 333, 1824)
magistracy-text: ভোক্তা অধিকার সংরক্ষণ আইন, ২০০৯ এর অধীনে মহাপরিচালককে যে সকল ক্ষমতা ও কার্যাবলী প্রদান করা হয়েছে, সে সকল ক্ষমতা ও কার্যাবলী জেলা ম্যাজিস্ট্রেটগণও প্রয়োগ করতে পারবেন। জেলা ম্যাজিস্ট্রেট তাঁর অধীনস্থ কর্মকর্তাকে লিখিত আদেশ দ্বারা ক্ষমতা অর্পণ করতে পারবেন। (908, 1716, 1352, 1758)
main-article (6, 6, 898, 2570)
table-cell: ৫,৪৯,৭৫০/- (445, 1805, 580, 1824)
table-cell: ১০. (15, 1902, 44, 1936)
penalty-section: ধারা ৪২: (437, 789, 482, 803)
table-header-cell: সভা (850, 2021, 887, 2037)
table-cell: ২০১৬-২০১৭ (66, 2092, 251, 2113)
table-header-cell: দণ্ডিত প্রতিষ্ঠানের সংখ্যা (245, 1693, 333, 1727)
remedy-admin-heading: (১) প্রশাসনিক প্রতিকার (431, 1366, 538, 1380)
table-cell: ২,৭৭,৩৫,০০০/- (332, 1805, 445, 1824)
objective-item: ❑ পণ্য বা সেবা ব্যবহারে ক্ষতিগ্রস্ত ভোক্তাকে ক্ষতিপূরণের ব্যবস্থা; (12, 592, 414, 607)
table-cell: ১৭৪ (155, 1746, 245, 1766)
enforcement-row (15, 1746, 891, 1766)
penalty-item (437, 878, 889, 921)
table-cell: ১৩৪৪ (155, 1844, 245, 1863)
pm-baani: বাণী (1068, 129, 1115, 161)
penalty-item (437, 967, 889, 1010)
table-cell: ২৬৪ (252, 2048, 378, 2070)
table-header-cell: ক্রমিক (15, 1693, 44, 1727)
table-cell: ৫,৯১৩ (252, 2135, 378, 2157)
complaints-table-header (15, 2027, 655, 2048)
minister-photo (918, 707, 996, 807)
table-header-cell: সেমিনার (803, 2021, 850, 2037)
table-cell: ২২,০৭৭ (252, 2157, 378, 2178)
pm-signature: শেখ হাসিনা (1290, 315, 1341, 328)
table-cell: ১৬,৮৮,৯৫০/- (445, 1824, 580, 1844)
